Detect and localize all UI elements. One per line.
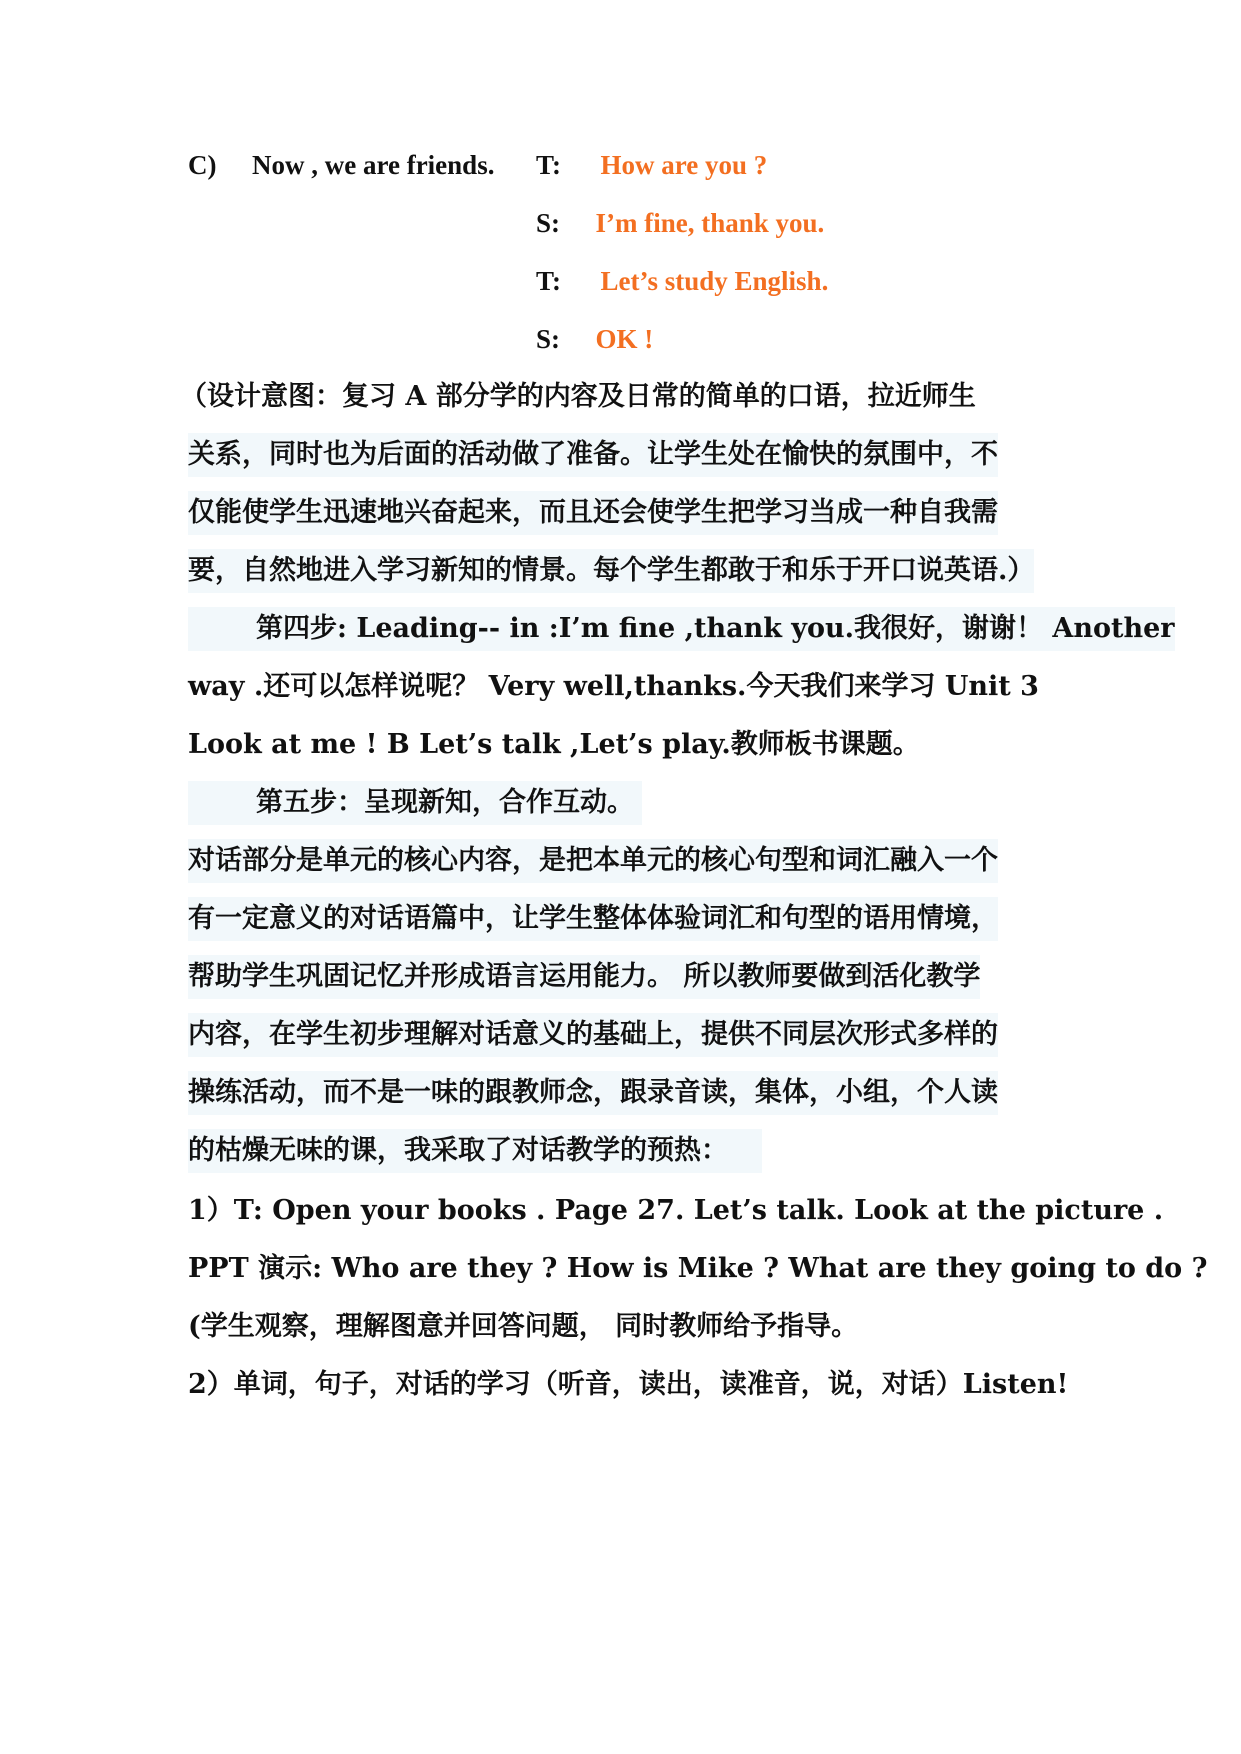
step5-paragraph-line: 的枯燥无味的课，我采取了对话教学的预热： [188,1129,762,1173]
step4-line: way .还可以怎样说呢？ Very well,thanks.今天我们来学习 Unit 3 [188,671,1039,702]
dialogue-line [536,201,824,245]
step4-line [188,607,1175,651]
step5-paragraph-line: 帮助学生巩固记忆并形成语言运用能力。 所以教师要做到活化教学 [188,955,980,999]
activity-line: 1）T: Open your books . Page 27. Let’s talk. Look at the picture . [188,1195,1164,1226]
step5-paragraph-line: 有一定意义的对话语篇中，让学生整体体验词汇和句型的语用情境， [188,897,998,941]
speaker-label: S: [536,324,561,354]
dialogue-text: Let’s study English. [600,266,829,296]
step4-text: 第四步: Leading-- in :I’m fine ,thank you.我很好，谢谢！ Another [256,613,1175,644]
step5-title [188,781,642,825]
speaker-label: T: [536,150,561,180]
activity-line: 2）单词，句子，对话的学习（听音，读出，读准音，说，对话）Listen! [188,1369,1069,1400]
dialogue-text: OK ! [595,324,654,354]
dialogue-text: I’m fine, thank you. [595,208,825,238]
step5-paragraph-line: 对话部分是单元的核心内容，是把本单元的核心句型和词汇融入一个 [188,839,998,883]
dialogue-intro: Now , we are friends. [252,150,495,180]
design-intent-line: 关系，同时也为后面的活动做了准备。让学生处在愉快的氛围中，不 [188,433,998,477]
dialogue-text: How are you ? [600,150,768,180]
speaker-label: S: [536,208,561,238]
activity-line: (学生观察，理解图意并回答问题， 同时教师给予指导。 [188,1311,859,1342]
design-intent-line: （设计意图：复习 A 部分学的内容及日常的简单的口语，拉近师生 [180,381,976,412]
step4-line: Look at me ! B Let’s talk ,Let’s play.教师板书课题。 [188,729,920,760]
activity-line: PPT 演示: Who are they ? How is Mike ? What are they going to do ? [188,1253,1208,1284]
dialogue-line [536,143,767,187]
design-intent-line: 仅能使学生迅速地兴奋起来，而且还会使学生把学习当成一种自我需 [188,491,998,535]
step5-paragraph-line: 内容，在学生初步理解对话意义的基础上，提供不同层次形式多样的 [188,1013,998,1057]
section-label-c: C) [188,150,217,180]
dialogue-intro-row [188,143,494,187]
step5-paragraph-line: 操练活动，而不是一味的跟教师念，跟录音读，集体，小组，个人读 [188,1071,998,1115]
step5-title-text: 第五步：呈现新知，合作互动。 [256,787,634,818]
dialogue-line [536,317,653,361]
speaker-label: T: [536,266,561,296]
dialogue-line [536,259,828,303]
design-intent-line: 要，自然地进入学习新知的情景。每个学生都敢于和乐于开口说英语.） [188,549,1034,593]
